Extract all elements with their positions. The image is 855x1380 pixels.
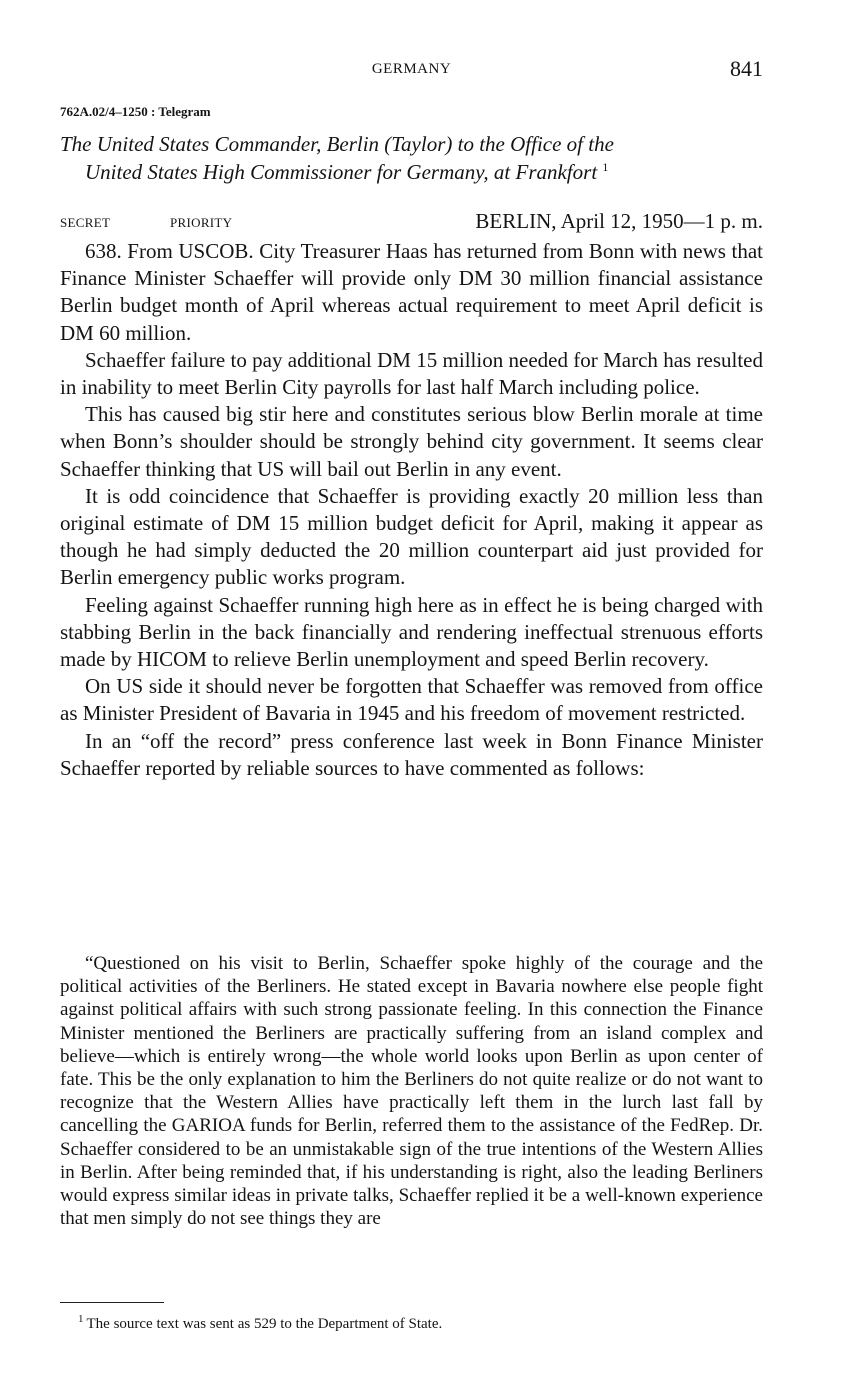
body-paragraph: In an “off the record” press conference last week in Bonn Finance Minister Schaeffer reported by reliable sources to have commented as follows: [60, 728, 763, 780]
dateline [60, 209, 763, 235]
body-paragraph: On US side it should never be forgotten that Schaeffer was removed from office as Minister President of Bavaria in 1945 and his freedom of movement restricted. [60, 674, 763, 726]
body-paragraph: It is odd coincidence that Schaeffer is providing exactly 20 million less than original estimate of DM 15 million budget deficit for April, making it appear as though he had simply deducted the 20 million counterpart aid just provided for Berlin emergency public works program. [60, 483, 763, 590]
footnote-text: The source text was sent as 529 to the Department of State. [86, 1316, 443, 1332]
footnote [60, 1313, 443, 1333]
place-date: BERLIN, April 12, 1950—1 p. m. [475, 209, 763, 233]
body-paragraph: 638. From USCOB. City Treasurer Haas has returned from Bonn with news that Finance Minister Schaeffer will provide only DM 30 million financial assistance Berlin budget month of April whereas actual requirement to meet April deficit is DM 60 million. [60, 239, 763, 345]
document-reference: 762A.02/4–1250 : Telegram [60, 104, 211, 119]
classification-label: SECRET [60, 215, 111, 230]
body-paragraph: This has caused big stir here and constitutes serious blow Berlin morale at time when Bonn’s shoulder should be strongly behind city government. It seems clear Schaeffer thinking that US will bail out Berlin in any event. [60, 402, 763, 481]
body-paragraph: Feeling against Schaeffer running high here as in effect he is being charged with stabbing Berlin in the back financially and rendering ineffectual strenuous efforts made by HICOM to relieve Berlin unemployment and speed Berlin recovery. [60, 592, 763, 672]
quote-paragraph: “Questioned on his visit to Berlin, Schaeffer spoke highly of the courage and the political activities of the Berliners. He stated except in Bavaria nowhere else people fight against political affairs with such strong passionate feeling. In this connection the Finance Minister mentioned the Berliners are practically suffering from an island complex and believe—which is entirely wrong—the whole world looks upon Berlin as upon center of fate. This be the only explanation to him the Berliners do not quite realize or do not want to recognize that the Western Allies have practically left them in the lurch last fall by cancelling the GARIOA funds for Berlin, referred them to the assistance of the FedRep. Dr. Schaeffer considered to be an unmistakable sign of the true intentions of the Western Allies in Berlin. After being reminded that, if his understanding is right, also the leading Berliners would express similar ideas in private talks, Schaeffer replied it be a well-known experience that men simply do not see things they are [60, 953, 763, 1230]
footnote-divider [60, 1302, 164, 1303]
heading-line-2: United States High Commissioner for Germany, at Frankfort [85, 160, 598, 184]
telegram-body [60, 238, 763, 782]
footnote-marker: 1 [78, 1313, 84, 1325]
page-number: 841 [730, 56, 763, 81]
running-head [60, 58, 763, 84]
document-heading [60, 130, 763, 186]
running-title: GERMANY [371, 61, 452, 77]
heading-footnote-marker: 1 [602, 160, 609, 174]
heading-line-1: The United States Commander, Berlin (Taylor) to the Office of the [60, 132, 614, 156]
body-paragraph: Schaeffer failure to pay additional DM 15 million needed for March has resulted in inability to meet Berlin City payrolls for last half March including police. [60, 347, 763, 400]
block-quote [60, 952, 763, 1230]
priority-label: PRIORITY [170, 215, 233, 230]
heading-line-2-wrapper [60, 158, 763, 186]
